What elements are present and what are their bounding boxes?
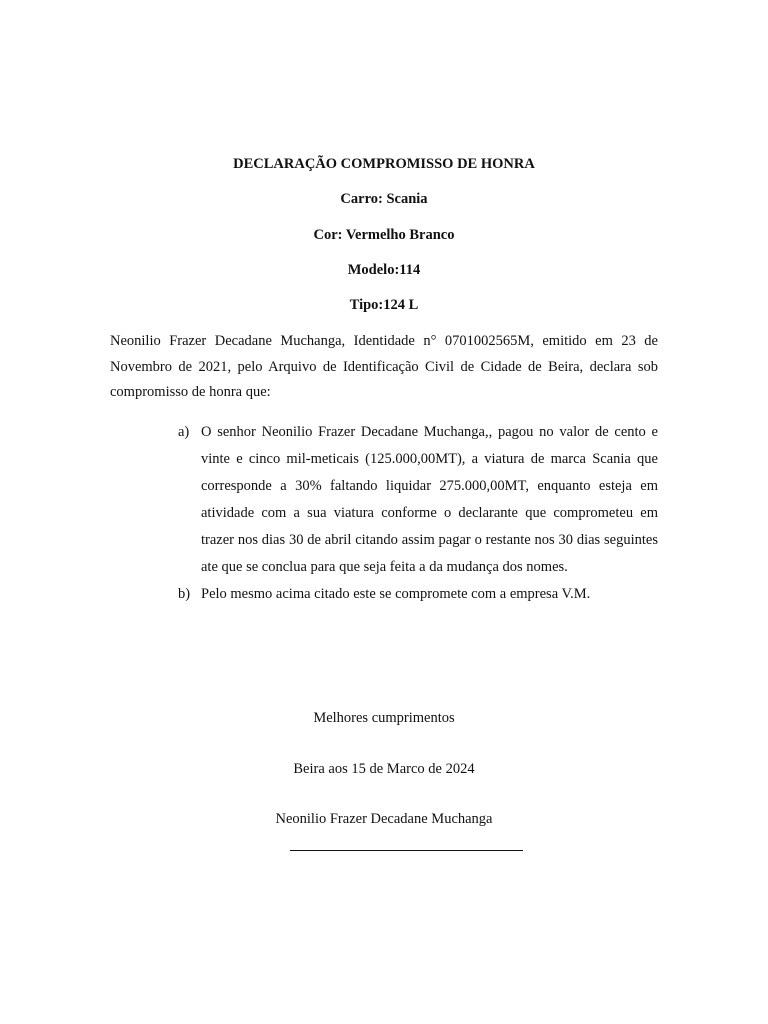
list-item-text: Pelo mesmo acima citado este se compromete com a empresa V.M. (201, 586, 591, 602)
list-marker: b) (178, 586, 191, 602)
intro-paragraph: Neonilio Frazer Decadane Muchanga, Identidade n° 0701002565M, emitido em 23 de Novembro de 2021, pelo Arquivo de Identificação Civil de Cidade de Beira, declara sob compromisso de honra que: (110, 333, 658, 400)
signature-line (290, 850, 523, 851)
list-item (178, 581, 658, 608)
model-line: Modelo:114 (347, 262, 421, 278)
list-item (178, 419, 658, 581)
color-line: Cor: Vermelho Branco (313, 227, 455, 243)
commitment-list (178, 419, 658, 608)
car-line: Carro: Scania (340, 191, 428, 207)
signatory-name: Neonilio Frazer Decadane Muchanga (275, 811, 493, 827)
list-marker: a) (178, 424, 190, 440)
type-line: Tipo:124 L (349, 297, 419, 313)
list-item-text: O senhor Neonilio Frazer Decadane Muchanga,, pagou no valor de cento e vinte e cinco mil-meticais (125.000,00MT), a viatura de marca Scania que corresponde a 30% faltando liquidar 275.000,00MT, enquanto esteja em atividade com a sua viatura conforme o declarante que comprometeu em trazer nos dias 30 de abril citando assim pagar o restante nos 30 dias seguintes ate que se conclua para que seja feita a da mudança dos nomes. (201, 424, 658, 575)
place-date: Beira aos 15 de Marco de 2024 (293, 761, 475, 777)
document-title: DECLARAÇÃO COMPROMISSO DE HONRA (233, 156, 535, 172)
closing-text: Melhores cumprimentos (313, 710, 455, 726)
